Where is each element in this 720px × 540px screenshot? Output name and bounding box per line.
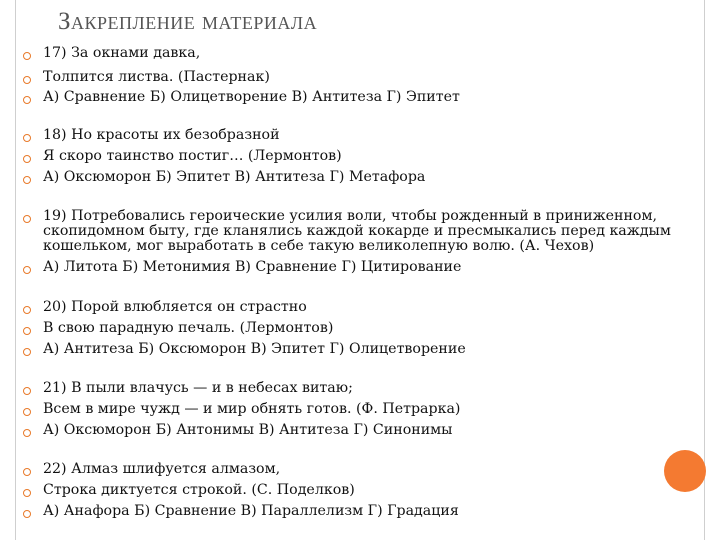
bullet-icon bbox=[23, 76, 31, 84]
bullet-icon bbox=[23, 468, 31, 476]
bullet-icon bbox=[23, 429, 31, 437]
bullet-icon bbox=[23, 408, 31, 416]
bullet-icon bbox=[23, 96, 31, 104]
list-item: Строка диктуется строкой. (С. Поделков) bbox=[0, 483, 720, 505]
bullet-icon bbox=[23, 489, 31, 497]
bullet-icon bbox=[23, 52, 31, 60]
list-item: 20) Порой влюбляется он страстно bbox=[0, 300, 720, 322]
list-item: Всем в мире чужд — и мир обнять готов. (Ф. Петрарка) bbox=[0, 402, 720, 424]
bullet-icon bbox=[23, 215, 31, 223]
list-item: А) Антитеза Б) Оксюморон В) Эпитет Г) Олицетворение bbox=[0, 342, 720, 364]
slide-title: Закрепление материала bbox=[58, 8, 318, 35]
list-item: Я скоро таинство постиг… (Лермонтов) bbox=[0, 149, 720, 171]
bullet-icon bbox=[23, 176, 31, 184]
list-item: 21) В пыли влачусь — и в небесах витаю; bbox=[0, 381, 720, 403]
bullet-icon bbox=[23, 348, 31, 356]
list-item: А) Анафора Б) Сравнение В) Параллелизм Г) Градация bbox=[0, 504, 720, 526]
list-item: Толпится листва. (Пастернак) bbox=[0, 70, 720, 92]
list-item: А) Сравнение Б) Олицетворение В) Антитеза Г) Эпитет bbox=[0, 90, 720, 112]
list-item: А) Оксюморон Б) Антонимы В) Антитеза Г) Синонимы bbox=[0, 423, 720, 445]
list-item: 19) Потребовались героические усилия воли, чтобы рожденный в приниженном, скопидомном быту, где кланялись каждой кокарде и пресмыкались перед каждым кошельком, мог выработать в себе такую великолепную волю. (А. Чехов) bbox=[0, 209, 720, 259]
list-item: 22) Алмаз шлифуется алмазом, bbox=[0, 462, 720, 484]
list-item: В свою парадную печаль. (Лермонтов) bbox=[0, 321, 720, 343]
list-item: А) Литота Б) Метонимия В) Сравнение Г) Цитирование bbox=[0, 260, 720, 282]
bullet-icon bbox=[23, 155, 31, 163]
bullet-icon bbox=[23, 266, 31, 274]
bullet-icon bbox=[23, 306, 31, 314]
list-item: А) Оксюморон Б) Эпитет В) Антитеза Г) Метафора bbox=[0, 170, 720, 192]
bullet-icon bbox=[23, 510, 31, 518]
decorative-circle bbox=[664, 450, 706, 492]
bullet-icon bbox=[23, 387, 31, 395]
list-item: 18) Но красоты их безобразной bbox=[0, 128, 720, 150]
bullet-icon bbox=[23, 327, 31, 335]
list-item: 17) За окнами давка, bbox=[0, 46, 720, 68]
bullet-icon bbox=[23, 134, 31, 142]
